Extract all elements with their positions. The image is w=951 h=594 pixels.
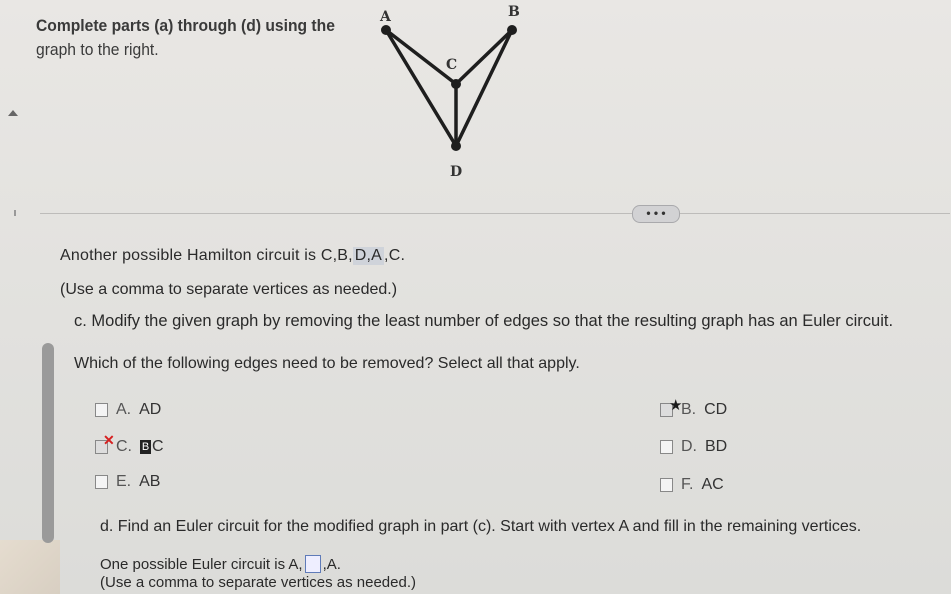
option-d-text: BD	[705, 438, 728, 455]
option-f[interactable]	[660, 476, 724, 494]
vertex-b	[507, 25, 517, 35]
option-e[interactable]	[95, 473, 160, 491]
option-a-letter: A.	[116, 401, 132, 418]
scrollbar-strip[interactable]	[42, 343, 54, 543]
hamilton-suffix: ,C.	[384, 247, 406, 264]
option-d-letter: D.	[681, 438, 697, 455]
vertex-label-a: A	[380, 9, 391, 25]
option-b-text: CD	[704, 401, 728, 418]
checkbox-b[interactable]	[660, 397, 683, 417]
hamilton-answer: D,A	[354, 247, 383, 264]
section-divider	[40, 213, 950, 214]
euler-suffix: ,A.	[322, 555, 341, 573]
option-e-letter: E.	[116, 473, 132, 490]
option-f-text: AC	[701, 476, 724, 493]
which-question: Which of the following edges need to be removed? Select all that apply.	[74, 355, 580, 372]
option-b[interactable]	[660, 397, 728, 419]
vertex-label-d: D	[450, 164, 463, 180]
checkbox-d[interactable]	[660, 440, 673, 454]
option-c-text: C	[152, 438, 164, 455]
option-c-box: B	[141, 441, 150, 453]
option-a-text: AD	[139, 401, 162, 418]
part-c-question: c. Modify the given graph by removing the least number of edges so that the resulting graph has an Euler circuit.	[74, 312, 894, 330]
hamilton-prefix: Another possible Hamilton circuit is C,B,	[60, 247, 353, 264]
checkbox-e[interactable]	[95, 475, 108, 489]
vertex-label-c: C	[446, 57, 458, 73]
prompt-line-1: Complete parts (a) through (d) using the	[36, 16, 335, 35]
graph-figure	[370, 0, 550, 185]
option-a[interactable]	[95, 401, 161, 419]
scroll-tick	[14, 210, 16, 216]
option-d[interactable]	[660, 438, 727, 456]
checkbox-c[interactable]	[95, 432, 115, 454]
vertex-a	[381, 25, 391, 35]
edge-ad	[386, 30, 456, 146]
checkbox-a[interactable]	[95, 403, 108, 417]
vertex-label-b: B	[508, 4, 520, 20]
option-b-letter: B.	[681, 401, 697, 418]
option-c[interactable]	[95, 432, 164, 456]
vertex-d	[451, 141, 461, 151]
part-d-question: d. Find an Euler circuit for the modified graph in part (c). Start with vertex A and fill in the remaining vertices.	[100, 518, 862, 535]
edge-cb	[456, 30, 512, 84]
euler-answer-line	[100, 555, 341, 573]
vertex-c	[451, 79, 461, 89]
option-f-letter: F.	[681, 476, 694, 493]
prompt-line-2: graph to the right.	[36, 40, 159, 59]
option-e-text: AB	[139, 473, 161, 490]
more-button[interactable]: • • •	[632, 205, 680, 223]
incorrect-x-icon: ✕	[103, 432, 115, 448]
comma-instruction: (Use a comma to separate vertices as needed.)	[60, 281, 398, 298]
problem-prompt	[36, 14, 340, 62]
background-corner	[0, 540, 60, 594]
star-icon: ★	[669, 397, 683, 414]
hamilton-answer-line	[60, 247, 405, 265]
collapse-arrow-icon[interactable]	[8, 110, 18, 116]
euler-prefix: One possible Euler circuit is A,	[100, 555, 303, 573]
euler-answer-input[interactable]	[305, 555, 321, 573]
checkbox-f[interactable]	[660, 478, 673, 492]
comma-instruction-2: (Use a comma to separate vertices as needed.)	[100, 574, 416, 591]
edge-bd	[456, 30, 512, 146]
option-c-letter: C.	[116, 438, 132, 455]
